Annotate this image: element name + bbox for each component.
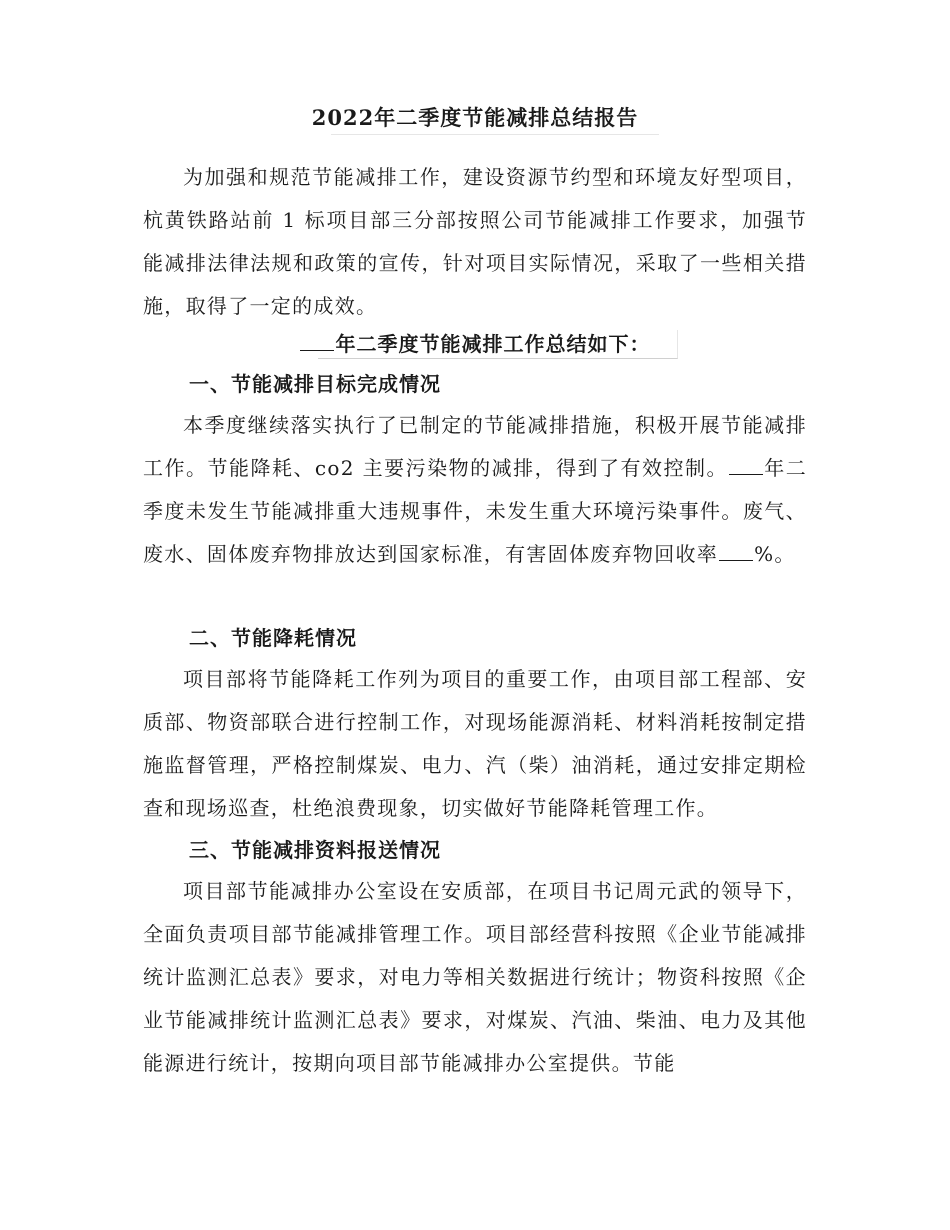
blank-line — [719, 542, 753, 561]
blank-line — [729, 456, 763, 475]
section-heading-2: 二、节能降耗情况 — [189, 626, 357, 650]
section-paragraph-3: 项目部节能减排办公室设在安质部，在项目书记周元武的领导下，全面负责项目部节能减排管理工作。项目部经营科按照《企业节能减排统计监测汇总表》要求，对电力等相关数据进行统计；物资科按照《企业节能减排统计监测汇总表》要求，对煤炭、汽油、柴油、电力及其他能源进行统计，按期向项目部节能减排办公室提供。节能 — [143, 879, 807, 1075]
summary-heading — [0, 326, 950, 362]
section-1-text-b: 年二季度未发生节能减排重大违规事件，未发生重大环境污染事件。废气、废水、固体废弃物排放达到国家标准，有害固体废弃物回收率 — [143, 456, 807, 566]
section-1-text-a: 本季度继续落实执行了已制定的节能减排措施，积极开展节能减排工作。节能降耗、co2 主要污染物的减排，得到了有效控制。 — [143, 413, 807, 480]
summary-heading-text: 年二季度节能减排工作总结如下： — [335, 332, 651, 356]
intro-paragraph: 为加强和规范节能减排工作，建设资源节约型和环境友好型项目，杭黄铁路站前 1 标项目部三分部按照公司节能减排工作要求，加强节能减排法律法规和政策的宣传，针对项目实际情况，采取了一些相关措施，取得了一定的成效。 — [143, 165, 807, 318]
section-paragraph-2: 项目部将节能降耗工作列为项目的重要工作，由项目部工程部、安质部、物资部联合进行控制工作，对现场能源消耗、材料消耗按制定措施监督管理，严格控制煤炭、电力、汽（柴）油消耗，通过安排定期检查和现场巡查，杜绝浪费现象，切实做好节能降耗管理工作。 — [143, 667, 807, 820]
section-1-text-c: %。 — [754, 542, 796, 566]
document-title: 2022年二季度节能减排总结报告 — [311, 105, 639, 130]
title-rule — [331, 134, 659, 135]
section-paragraph-1 — [143, 404, 807, 576]
section-heading-3: 三、节能减排资料报送情况 — [189, 838, 441, 862]
section-heading-1: 一、节能减排目标完成情况 — [189, 372, 441, 396]
blank-line — [300, 330, 334, 351]
